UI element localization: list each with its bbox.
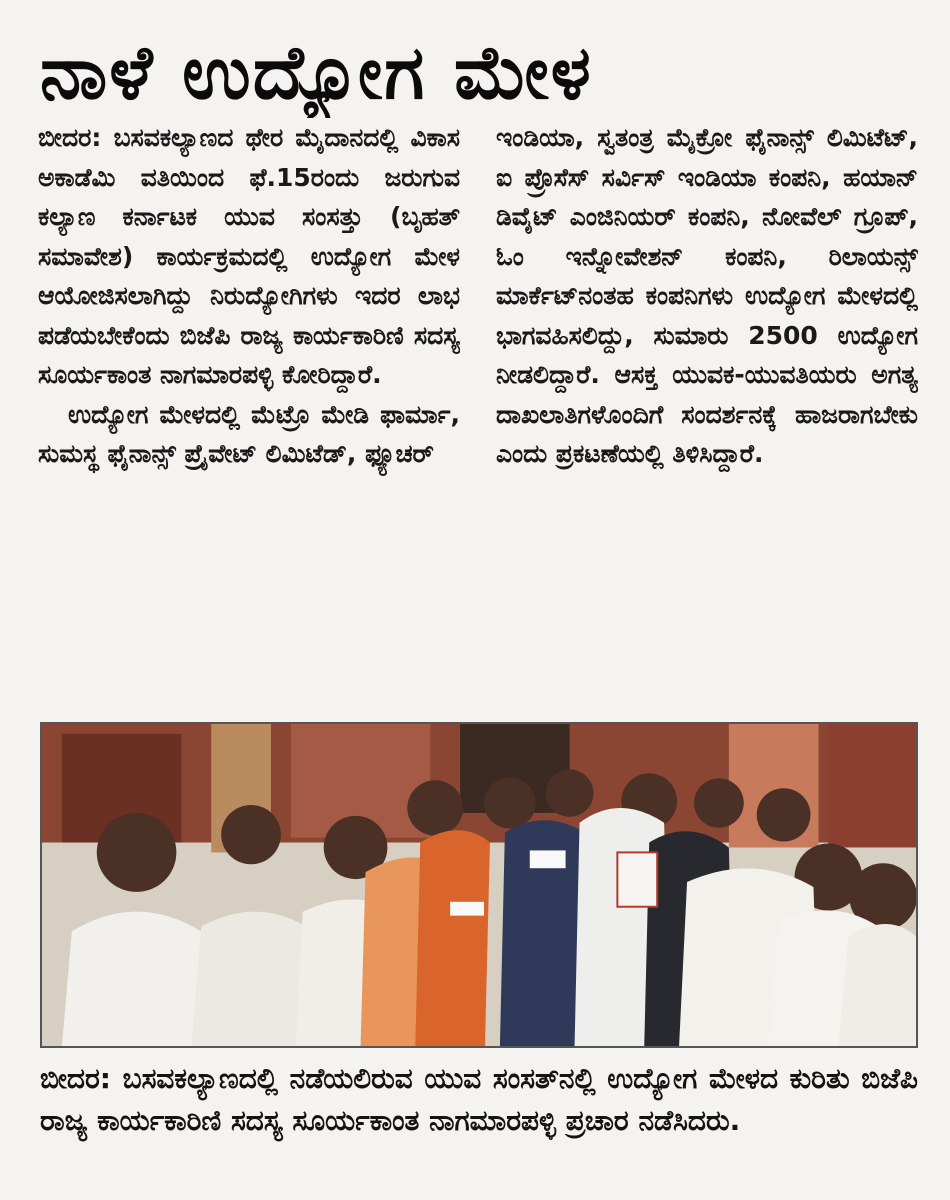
article-paragraph-1-text: ಬಸವಕಲ್ಯಾಣದ ಥೇರ ಮೈದಾನದಲ್ಲಿ ವಿಕಾಸ ಅಕಾಡೆಮಿ ವತಿಯಿಂದ ಫೆ.15ರಂದು ಜರುಗುವ ಕಲ್ಯಾಣ ಕರ್ನಾಟಕ ಯುವ ಸಂಸತ್ತು (ಬೃಹತ್ ಸಮಾವೇಶ) ಕಾರ್ಯಕ್ರಮದಲ್ಲಿ ಉದ್ಯೋಗ ಮೇಳ ಆಯೋಜಿಸಲಾಗಿದ್ದು ನಿರುದ್ಯೋಗಿಗಳು ಇದರ ಲಾಭ ಪಡೆಯಬೇಕೆಂದು ಬಿಜೆಪಿ ರಾಜ್ಯ ಕಾರ್ಯಕಾರಿಣಿ ಸದಸ್ಯ ಸೂರ್ಯಕಾಂತ ನಾಗಮಾರಪಳ್ಳಿ ಕೋರಿದ್ದಾರೆ. (38, 123, 460, 389)
article-body (38, 118, 918, 714)
news-photo (40, 722, 918, 1048)
caption-text: ಬಸವಕಲ್ಯಾಣದಲ್ಲಿ ನಡೆಯಲಿರುವ ಯುವ ಸಂಸತ್‌ನಲ್ಲಿ ಉದ್ಯೋಗ ಮೇಳದ ಕುರಿತು ಬಿಜೆಪಿ ರಾಜ್ಯ ಕಾರ್ಯಕಾರಿಣಿ ಸದಸ್ಯ ಸೂರ್ಯಕಾಂತ ನಾಗಮಾರಪಳ್ಳಿ ಪ್ರಚಾರ ನಡೆಸಿದರು. (40, 1062, 918, 1137)
article-paragraph-2-start: ಉದ್ಯೋಗ ಮೇಳದಲ್ಲಿ ಮೆಟ್ರೊ ಮೇಡಿ ಫಾರ್ಮಾ, ಸುಮಸ್ಥ ಫೈನಾನ್ಸ್ ಪ್ರೈವೇಟ್ ಲಿಮಿಟೆಡ್, ಫ್ಯೂಚರ್ (38, 399, 460, 468)
article-dateline: ಬೀದರ: (38, 123, 102, 152)
headline: ನಾಳೆ ಉದ್ಯೋಗ ಮೇಳ (40, 30, 593, 116)
article-column-right (496, 118, 918, 714)
news-photo-illustration (42, 724, 916, 1046)
caption-dateline: ಬೀದರ: (40, 1062, 111, 1095)
article-paragraph-2-continued: ಇಂಡಿಯಾ, ಸ್ವತಂತ್ರ ಮೈಕ್ರೋ ಫೈನಾನ್ಸ್ ಲಿಮಿಟೆಟ್, ಐ ಪ್ರೊಸೆಸ್ ಸರ್ವಿಸ್ ಇಂಡಿಯಾ ಕಂಪನಿ, ಹಯಾನ್ ಡಿವೈಟ್ ಎಂಜಿನಿಯರ್ ಕಂಪನಿ, ನೋವೆಲ್ ಗ್ರೂಪ್, ಓಂ ಇನ್ನೋವೇಶನ್ ಕಂಪನಿ, ರಿಲಾಯನ್ಸ್ ಮಾರ್ಕೆಟ್‌ನಂತಹ ಕಂಪನಿಗಳು ಉದ್ಯೋಗ ಮೇಳದಲ್ಲಿ ಭಾಗವಹಿಸಲಿದ್ದು, ಸುಮಾರು 2500 ಉದ್ಯೋಗ ನೀಡಲಿದ್ದಾರೆ. ಆಸಕ್ತ ಯುವಕ-ಯುವತಿಯರು ಅಗತ್ಯ ದಾಖಲಾತಿಗಳೊಂದಿಗೆ ಸಂದರ್ಶನಕ್ಕೆ ಹಾಜರಾಗಬೇಕು ಎಂದು ಪ್ರಕಟಣೆಯಲ್ಲಿ ತಿಳಿಸಿದ್ದಾರೆ. (496, 123, 918, 468)
article-paragraph-1 (38, 118, 460, 395)
photo-caption (40, 1058, 918, 1198)
article-column-left (38, 118, 460, 714)
